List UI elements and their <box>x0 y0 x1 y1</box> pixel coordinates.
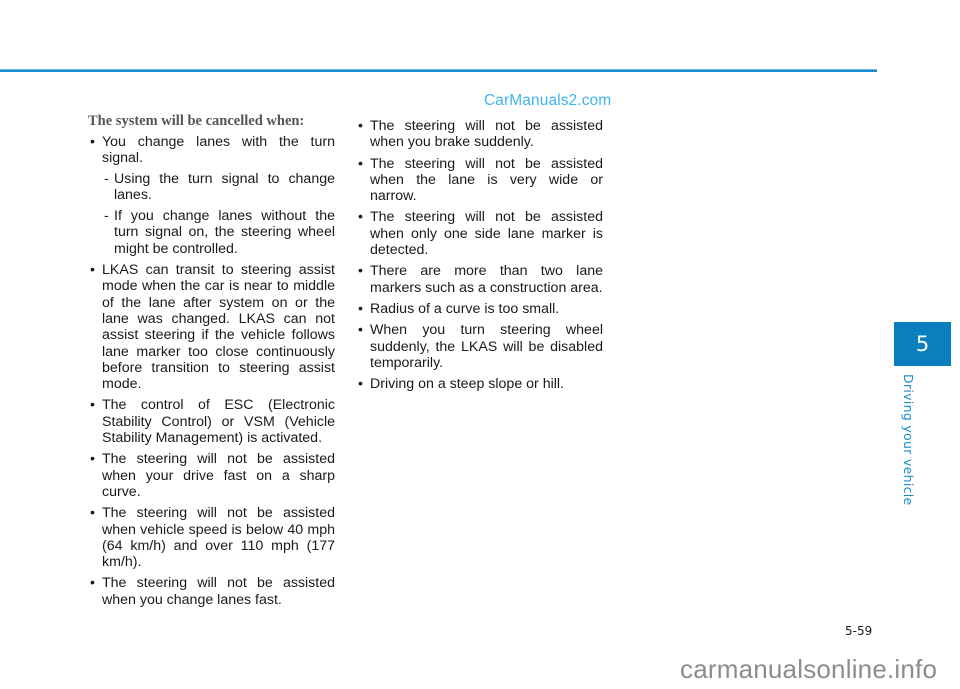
list-item: • The steering will not be assisted when vehicle speed is below 40 mph (64 km/h) and over 110 mph (177 km/h). <box>88 505 335 570</box>
list-item: • The steering will not be assisted when the lane is very wide or narrow. <box>356 156 603 205</box>
list-item: • When you turn steering wheel suddenly, the LKAS will be disabled temporarily. <box>356 322 603 371</box>
right-column <box>356 111 603 397</box>
header-rule <box>0 69 877 72</box>
list-item <box>88 134 335 257</box>
list-item: • There are more than two lane markers such as a construction area. <box>356 263 603 296</box>
page-number: 5-59 <box>845 624 873 638</box>
list-item-text: You change lanes with the turn signal. <box>102 134 335 167</box>
chapter-tab[interactable] <box>894 322 951 366</box>
sub-list-item: - If you change lanes without the turn signal on, the steering wheel might be controlled. <box>102 208 335 257</box>
left-column <box>88 113 335 613</box>
list-item: • Radius of a curve is too small. <box>356 301 603 317</box>
watermark-top: CarManuals2.com <box>484 92 612 109</box>
left-bullet-list <box>88 134 335 608</box>
list-item: • The steering will not be assisted when you brake suddenly. <box>356 118 603 151</box>
right-bullet-list <box>356 118 603 392</box>
list-item: • Driving on a steep slope or hill. <box>356 376 603 392</box>
list-item: • The steering will not be assisted when only one side lane marker is detected. <box>356 209 603 258</box>
chapter-number: 5 <box>915 332 930 356</box>
section-heading: The system will be cancelled when: <box>88 113 305 129</box>
chapter-title: Driving your vehicle <box>901 374 916 506</box>
list-item: • The steering will not be assisted when you change lanes fast. <box>88 575 335 608</box>
sub-list <box>102 171 335 257</box>
list-item: • LKAS can transit to steering assist mode when the car is near to middle of the lane after system on or the lane was changed. LKAS can not assist steering if the vehicle follows lane marker too close continuously before transition to steering assist mode. <box>88 262 335 392</box>
watermark-bottom: carmanualsonline.info <box>680 654 938 684</box>
list-item: • The control of ESC (Electronic Stability Control) or VSM (Vehicle Stability Management) is activated. <box>88 397 335 446</box>
sub-list-item: - Using the turn signal to change lanes. <box>102 171 335 204</box>
list-item: • The steering will not be assisted when your drive fast on a sharp curve. <box>88 451 335 500</box>
